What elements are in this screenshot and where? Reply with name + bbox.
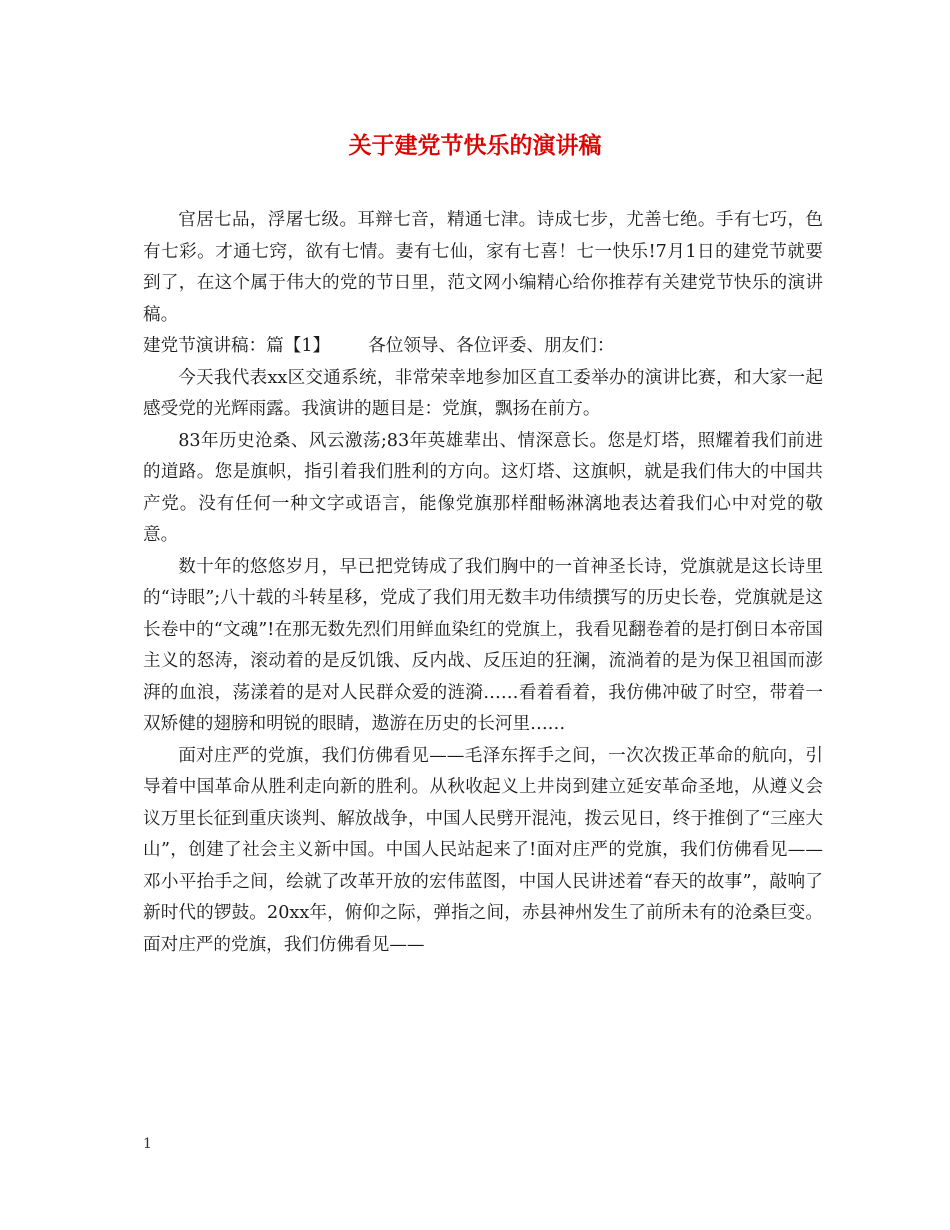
- document-title: 关于建党节快乐的演讲稿: [348, 132, 602, 159]
- document-body: [143, 205, 823, 961]
- intro-paragraph: 官居七品，浮屠七级。耳辩七音，精通七津。诗成七步，尤善七绝。手有七巧，色有七彩。才通七窍，欲有七情。妻有七仙，家有七喜！七一快乐!7月1日的建党节就要到了，在这个属于伟大的党的节日里，范文网小编精心给你推荐有关建党节快乐的演讲稿。: [143, 210, 823, 325]
- salutation: 各位领导、各位评委、朋友们：: [368, 336, 615, 356]
- section-heading: 建党节演讲稿：篇【1】: [143, 336, 331, 356]
- body-paragraph: 面对庄严的党旗，我们仿佛看见——毛泽东挥手之间，一次次拨正革命的航向，引导着中国革命从胜利走向新的胜利。从秋收起义上井岗到建立延安革命圣地，从遵义会议万里长征到重庆谈判、解放战争，中国人民劈开混沌，拨云见日，终于推倒了“三座大山”，创建了社会主义新中国。中国人民站起来了!面对庄严的党旗，我们仿佛看见——邓小平抬手之间，绘就了改革开放的宏伟蓝图，中国人民讲述着“春天的故事”，敲响了新时代的锣鼓。20xx年，俯仰之际，弹指之间，赤县神州发生了前所未有的沧桑巨变。面对庄严的党旗，我们仿佛看见——: [143, 745, 823, 955]
- body-paragraph: 数十年的悠悠岁月，早已把党铸成了我们胸中的一首神圣长诗，党旗就是这长诗里的“诗眼”;八十载的斗转星移，党成了我们用无数丰功伟绩撰写的历史长卷，党旗就是这长卷中的“文魂”!在那无数先烈们用鲜血染红的党旗上，我看见翻卷着的是打倒日本帝国主义的怒涛，滚动着的是反饥饿、反内战、反压迫的狂澜，流淌着的是为保卫祖国而澎湃的血浪，荡漾着的是对人民群众爱的涟漪……看着看着，我仿佛冲破了时空，带着一双矫健的翅膀和明锐的眼睛，遨游在历史的长河里……: [143, 556, 823, 734]
- page-number: 1: [143, 1136, 152, 1152]
- body-paragraph: 今天我代表xx区交通系统，非常荣幸地参加区直工委举办的演讲比赛，和大家一起感受党的光辉雨露。我演讲的题目是：党旗，飘扬在前方。: [143, 367, 823, 419]
- body-paragraph: 83年历史沧桑、风云激荡;83年英雄辈出、情深意长。您是灯塔，照耀着我们前进的道路。您是旗帜，指引着我们胜利的方向。这灯塔、这旗帜，就是我们伟大的中国共产党。没有任何一种文字或语言，能像党旗那样酣畅淋漓地表达着我们心中对党的敬意。: [143, 430, 823, 545]
- section-heading-line: [143, 331, 823, 363]
